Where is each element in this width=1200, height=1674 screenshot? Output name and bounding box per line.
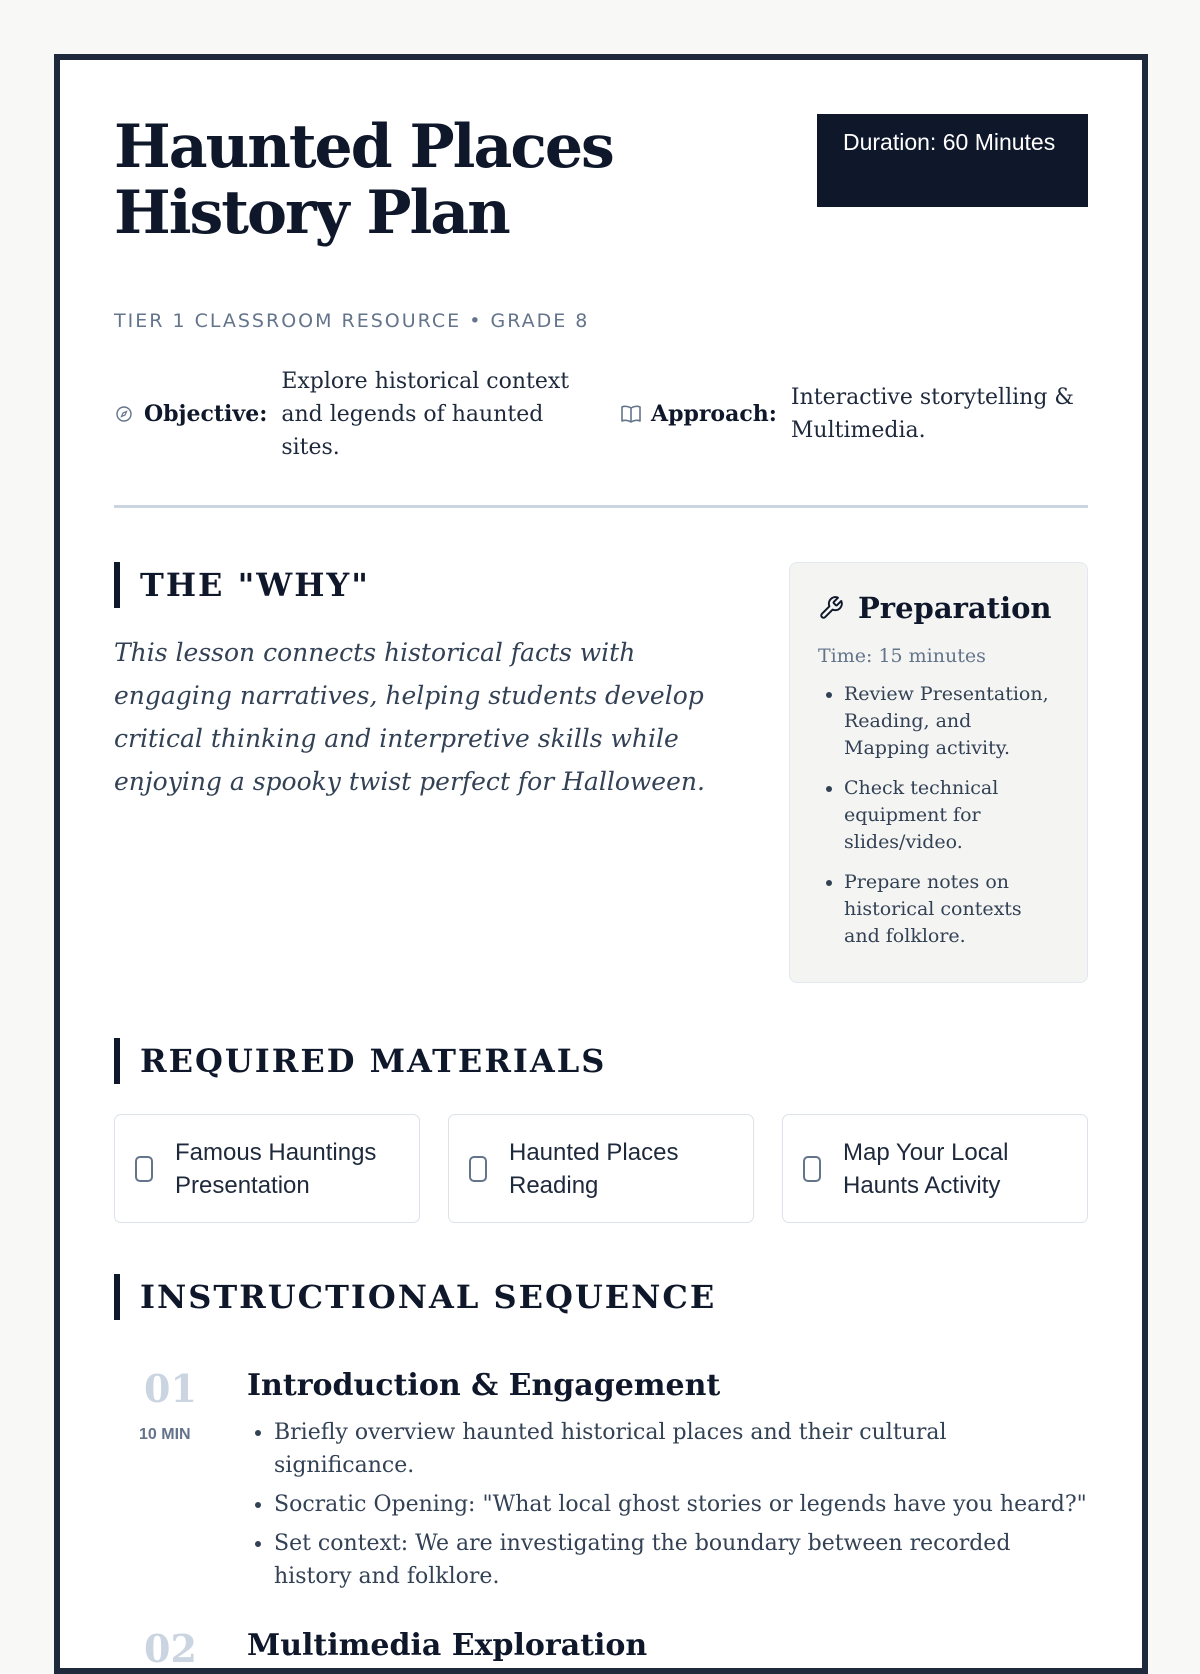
material-card[interactable] xyxy=(114,1114,420,1223)
materials-heading-text: REQUIRED MATERIALS xyxy=(140,1042,607,1080)
material-label: Map Your Local Haunts Activity xyxy=(843,1138,1009,1199)
step-title: Introduction & Engagement xyxy=(247,1368,721,1403)
material-checkbox[interactable] xyxy=(469,1156,487,1182)
duration-badge: Duration: 60 Minutes xyxy=(817,114,1088,207)
step-bullet: • Set context: We are investigating the boundary between recorded history and folklore. xyxy=(274,1527,1088,1593)
preparation-card xyxy=(789,562,1088,983)
material-checkbox[interactable] xyxy=(803,1156,821,1182)
header-divider xyxy=(114,505,1088,508)
material-checkbox[interactable] xyxy=(135,1156,153,1182)
step-number: 01 xyxy=(144,1366,197,1411)
preparation-item: • Check technical equipment for slides/video. xyxy=(844,775,1059,856)
material-card[interactable] xyxy=(448,1114,754,1223)
materials-heading xyxy=(114,1038,606,1084)
objective-label: Objective: xyxy=(144,401,268,427)
objective-item xyxy=(114,364,581,464)
preparation-item: • Review Presentation, Reading, and Mapping activity. xyxy=(844,681,1059,762)
section-accent-bar xyxy=(114,562,120,608)
step-bullets xyxy=(247,1416,1088,1599)
step-duration: 10 MIN xyxy=(139,1426,191,1443)
book-icon xyxy=(621,404,641,424)
section-accent-bar xyxy=(114,1274,120,1320)
why-heading xyxy=(114,562,370,608)
approach-value: Interactive storytelling & Multimedia. xyxy=(790,385,1074,443)
why-text: This lesson connects historical facts with engaging narratives, helping students develop critical thinking and interpretive skills while enjoying a spooky twist perfect for Halloween. xyxy=(114,638,705,796)
preparation-time: Time: 15 minutes xyxy=(818,645,986,667)
objective-value: Explore historical context and legends of haunted sites. xyxy=(281,368,570,460)
preparation-header xyxy=(818,591,1059,625)
wrench-icon xyxy=(818,595,844,621)
compass-icon xyxy=(114,404,134,424)
step-bullet: • Briefly overview haunted historical places and their cultural significance. xyxy=(274,1416,1088,1482)
step-number: 02 xyxy=(144,1626,197,1671)
approach-item xyxy=(621,364,1081,464)
approach-label: Approach: xyxy=(651,401,777,427)
page-title: Haunted Places History Plan xyxy=(114,112,613,248)
why-heading-text: THE "WHY" xyxy=(140,566,370,604)
section-accent-bar xyxy=(114,1038,120,1084)
lesson-meta xyxy=(114,364,1088,464)
material-label: Haunted Places Reading xyxy=(509,1138,679,1199)
material-label: Famous Hauntings Presentation xyxy=(175,1138,377,1199)
lesson-plan-sheet xyxy=(54,54,1148,1674)
material-card[interactable] xyxy=(782,1114,1088,1223)
preparation-list xyxy=(818,681,1059,950)
sequence-heading xyxy=(114,1274,716,1320)
sequence-heading-text: INSTRUCTIONAL SEQUENCE xyxy=(140,1278,717,1316)
preparation-item: • Prepare notes on historical contexts and folklore. xyxy=(844,869,1059,950)
preparation-title: Preparation xyxy=(858,591,1052,625)
step-title: Multimedia Exploration xyxy=(247,1628,648,1663)
step-bullet: • Socratic Opening: "What local ghost stories or legends have you heard?" xyxy=(274,1488,1088,1521)
page-subtitle: TIER 1 CLASSROOM RESOURCE • GRADE 8 xyxy=(114,310,590,332)
